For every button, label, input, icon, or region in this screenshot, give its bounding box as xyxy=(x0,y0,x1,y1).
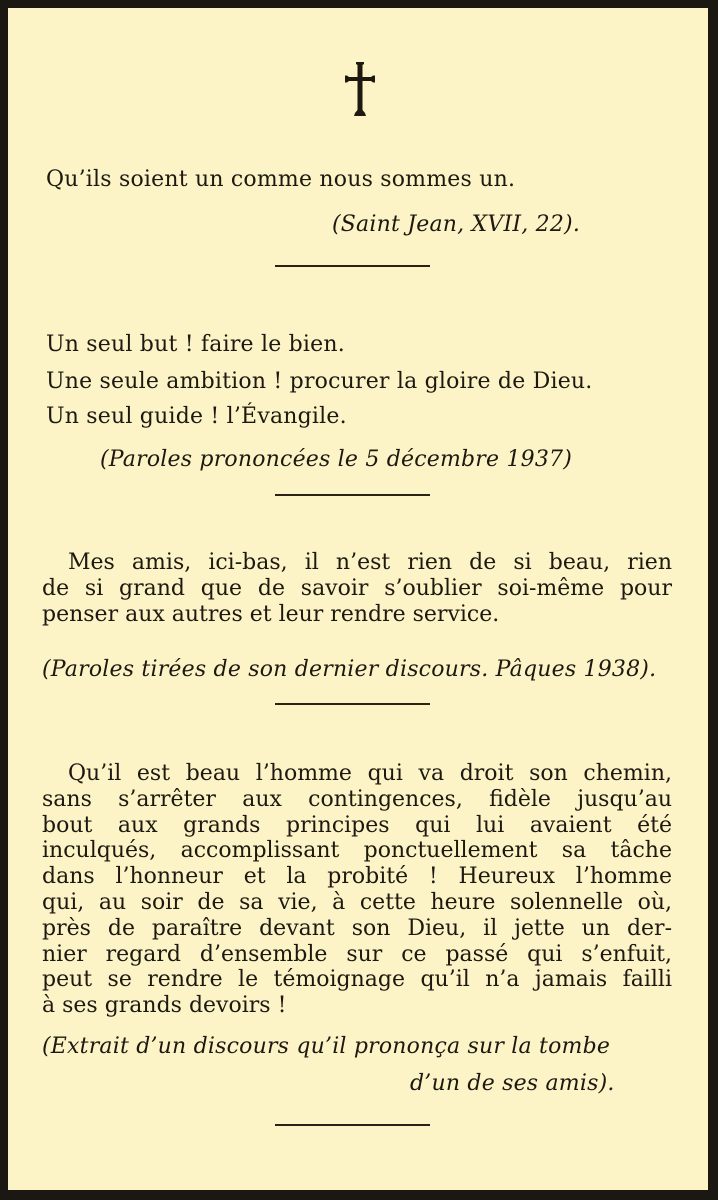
eulogy-source-line-2: d’un de ses amis). xyxy=(410,1071,615,1096)
speech-line: de si grand que de savoir s’oublier soi-même pour xyxy=(42,575,672,601)
motto-line-2: Une seule ambition ! procurer la gloire de Dieu. xyxy=(46,369,593,394)
eulogy-line: nier regard d’ensemble sur ce passé qui s’enfuit, xyxy=(42,941,672,967)
eulogy-line: dans l’honneur et la probité ! Heureux l’homme xyxy=(42,864,672,890)
motto-source: (Paroles prononcées le 5 décembre 1937) xyxy=(100,447,573,472)
motto-line-1: Un seul but ! faire le bien. xyxy=(46,332,345,357)
speech-source: (Paroles tirées de son dernier discours. Pâques 1938). xyxy=(42,657,657,682)
gospel-quote: Qu’ils soient un comme nous sommes un. xyxy=(46,167,516,192)
eulogy-line: près de paraître devant son Dieu, il jette un der- xyxy=(42,915,672,941)
gospel-source: (Saint Jean, XVII, 22). xyxy=(332,212,581,237)
speech-line: Mes amis, ici-bas, il n’est rien de si beau, rien xyxy=(68,550,672,575)
eulogy-source-line-1: (Extrait d’un discours qu’il prononça sur la tombe xyxy=(42,1034,611,1059)
divider-4 xyxy=(275,1124,430,1126)
divider-3 xyxy=(275,703,430,705)
latin-cross-icon xyxy=(343,60,377,118)
eulogy-line: sans s’arrêter aux contingences, fidèle jusqu’au xyxy=(42,786,672,812)
eulogy-line: inculqués, accomplissant ponctuellement sa tâche xyxy=(42,838,672,864)
eulogy-line: peut se rendre le témoignage qu’il n’a jamais failli xyxy=(42,967,672,993)
eulogy-line: à ses grands devoirs ! xyxy=(42,993,287,1019)
eulogy-line: Qu’il est beau l’homme qui va droit son chemin, xyxy=(68,761,672,786)
eulogy-paragraph xyxy=(42,761,672,1019)
speech-line: penser aux autres et leur rendre service. xyxy=(42,601,500,627)
eulogy-line: qui, au soir de sa vie, à cette heure solennelle où, xyxy=(42,889,672,915)
divider-2 xyxy=(275,494,430,496)
eulogy-line: bout aux grands principes qui lui avaient été xyxy=(42,812,672,838)
speech-paragraph xyxy=(42,550,672,627)
memorial-card xyxy=(8,8,708,1190)
motto-line-3: Un seul guide ! l’Évangile. xyxy=(46,404,347,429)
divider-1 xyxy=(275,265,430,267)
